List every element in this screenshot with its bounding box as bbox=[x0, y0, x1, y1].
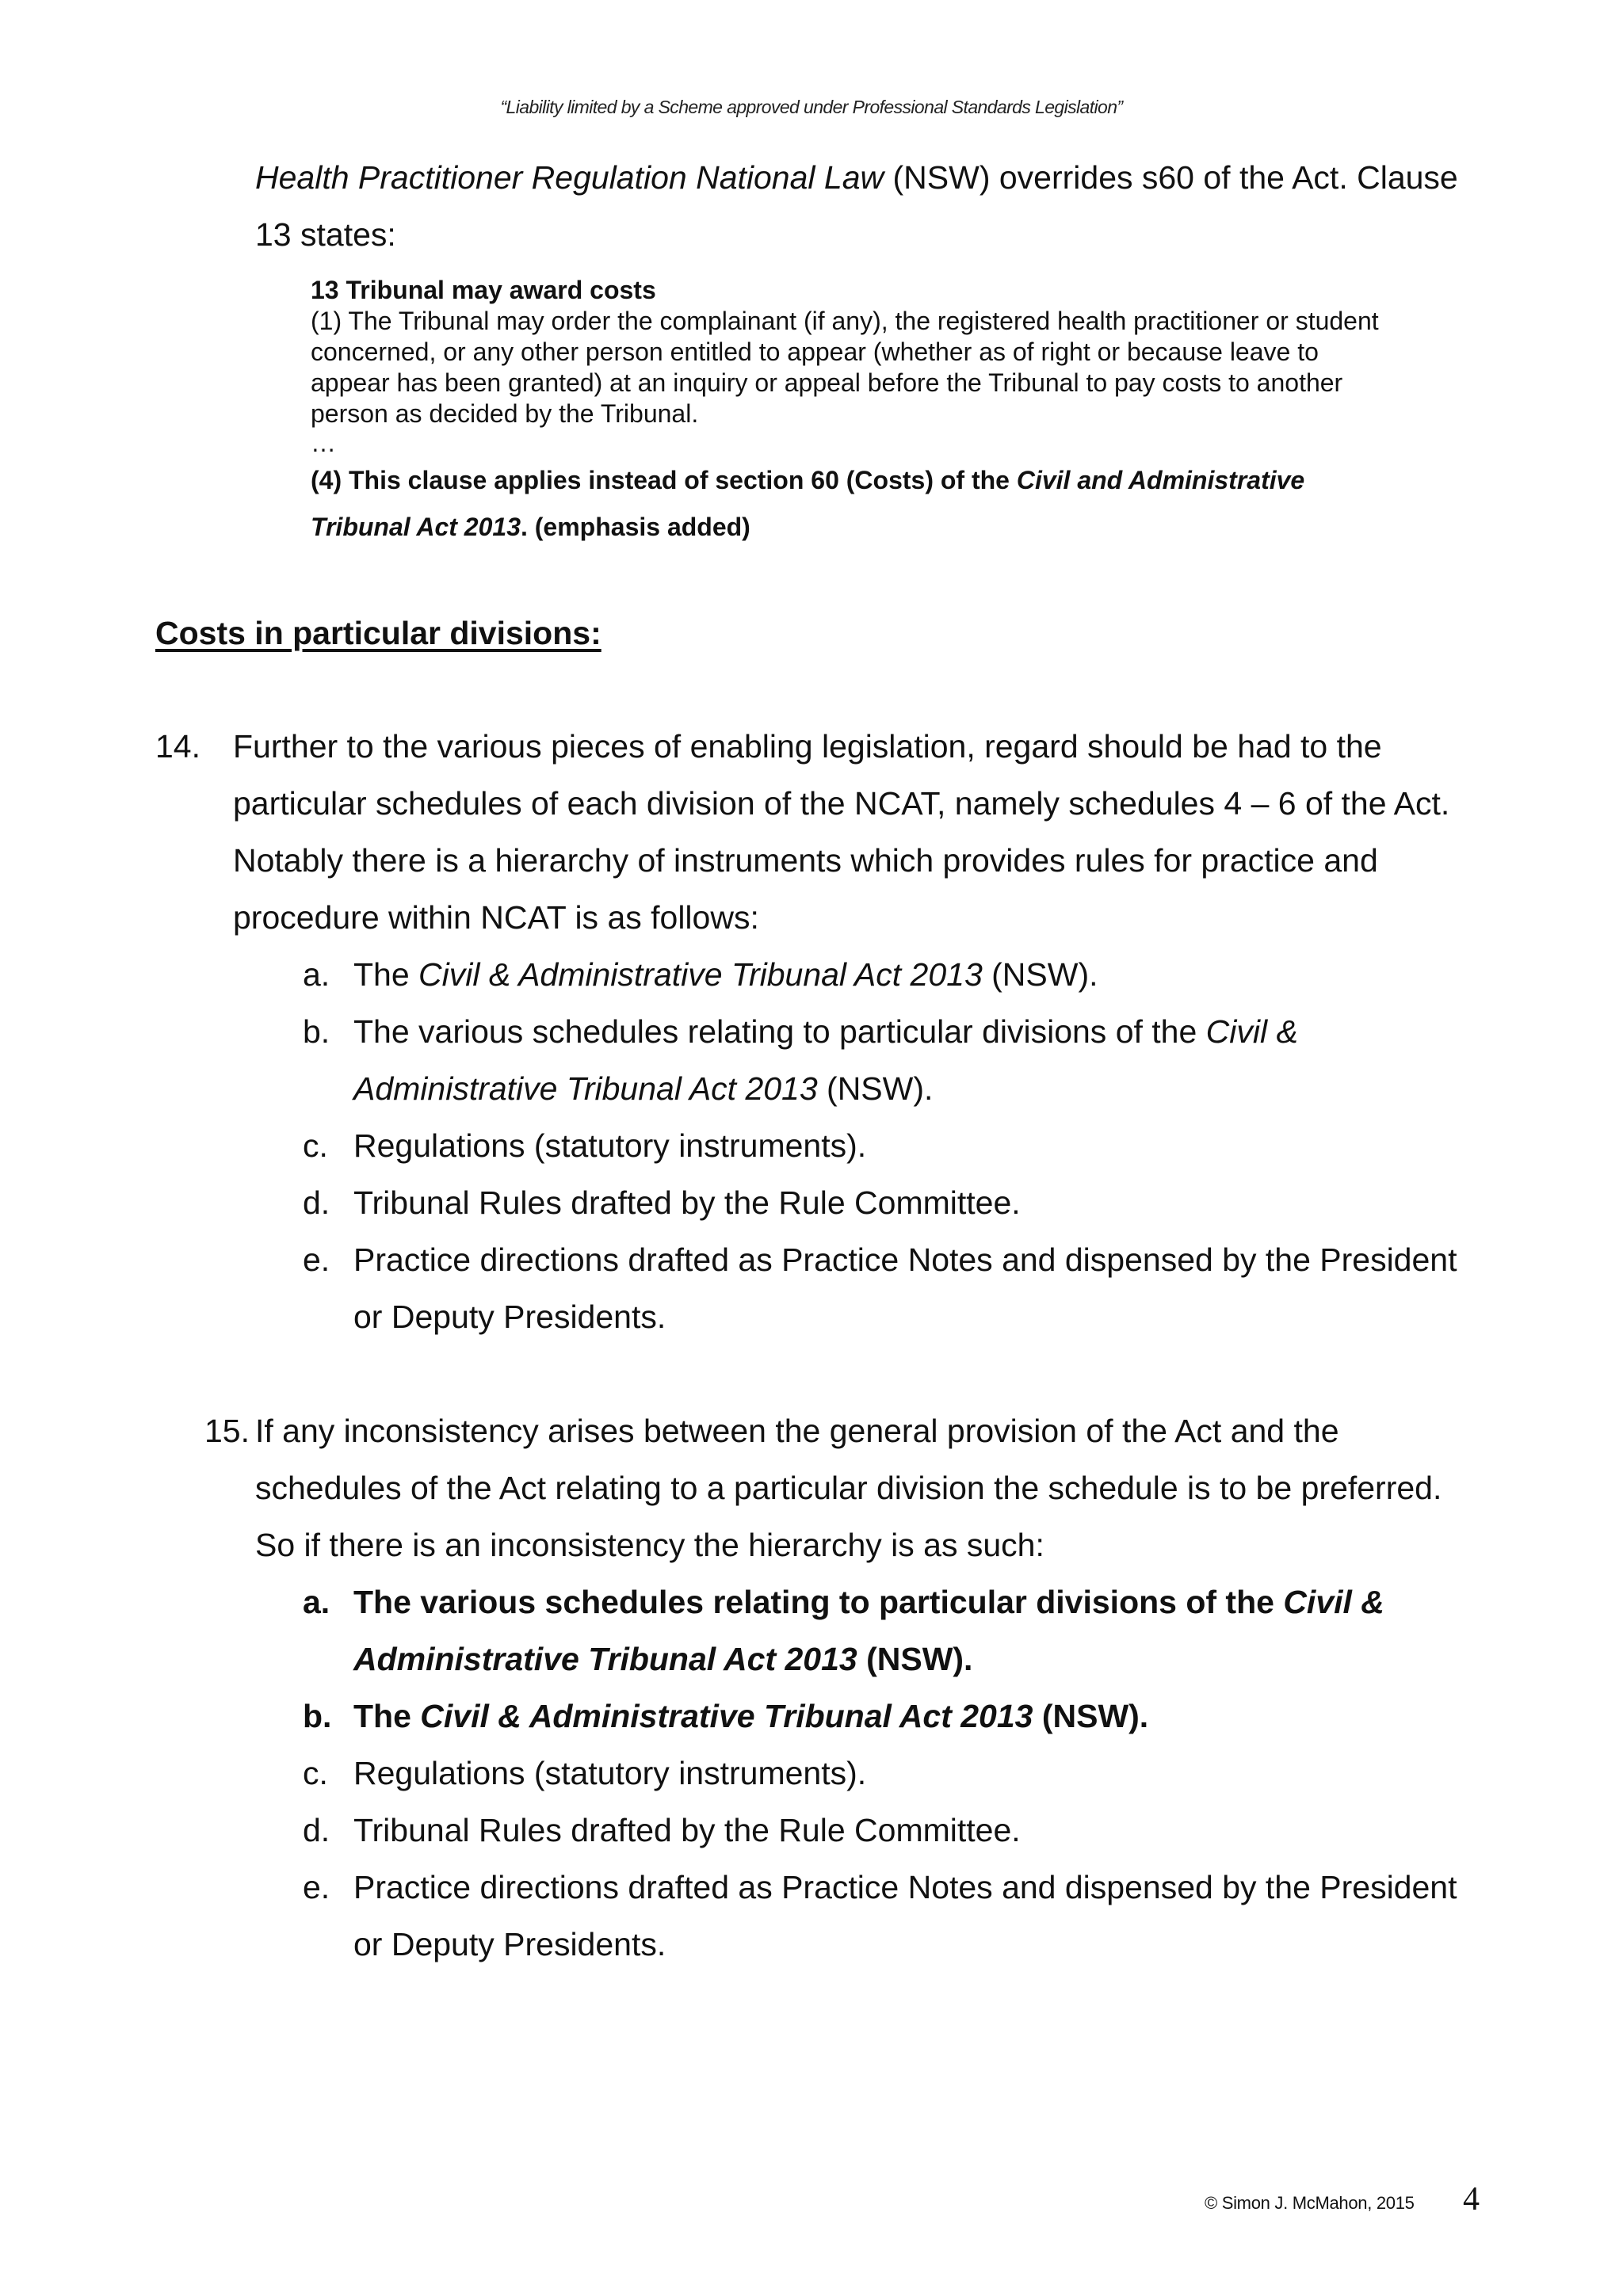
act-name: Civil & bbox=[1205, 1013, 1298, 1050]
law-name: Health Practitioner Regulation National Law bbox=[255, 159, 884, 196]
clause4-act-2: Tribunal Act 2013 bbox=[311, 513, 521, 541]
quote-clause-4-line-1 bbox=[311, 465, 1304, 495]
intro-line-1-rest: (NSW) overrides s60 of the Act. Clause bbox=[884, 159, 1458, 196]
quote-line-2: concerned, or any other person entitled to appear (whether as of right or because leave to bbox=[311, 338, 1319, 366]
para-14-item-b-line-1 bbox=[353, 1013, 1298, 1051]
para-14-number: 14. bbox=[155, 728, 200, 765]
para-15-item-e-letter: e. bbox=[303, 1869, 330, 1905]
section-heading: Costs in particular divisions: bbox=[155, 615, 601, 651]
quote-line-3: appear has been granted) at an inquiry or appeal before the Tribunal to pay costs to another bbox=[311, 368, 1343, 397]
para-15-line-2: schedules of the Act relating to a particular division the schedule is to be preferred. bbox=[255, 1470, 1442, 1506]
para-15-item-e-line-1: Practice directions drafted as Practice Notes and dispensed by the President bbox=[353, 1869, 1457, 1905]
act-name: Civil & bbox=[1283, 1584, 1384, 1620]
item-text: The various schedules relating to particular divisions of the bbox=[353, 1013, 1206, 1050]
para-14-line-2: particular schedules of each division of the NCAT, namely schedules 4 – 6 of the Act. bbox=[233, 785, 1450, 822]
item-suffix: (NSW). bbox=[1033, 1698, 1149, 1734]
clause4-act-1: Civil and Administrative bbox=[1016, 466, 1305, 494]
clause4-post: . (emphasis added) bbox=[520, 513, 750, 541]
para-15-item-c: Regulations (statutory instruments). bbox=[353, 1755, 867, 1791]
intro-line-1 bbox=[255, 158, 1458, 196]
page-number: 4 bbox=[1463, 2181, 1480, 2218]
para-15-item-e-line-2: or Deputy Presidents. bbox=[353, 1926, 666, 1962]
quote-title: 13 Tribunal may award costs bbox=[311, 276, 656, 304]
clause4-pre: (4) This clause applies instead of section 60 (Costs) of the bbox=[311, 466, 1017, 494]
quote-line-1: (1) The Tribunal may order the complainant (if any), the registered health practitioner or student bbox=[311, 307, 1379, 335]
item-suffix: (NSW). bbox=[857, 1641, 973, 1677]
act-name: Civil & Administrative Tribunal Act 2013 bbox=[420, 1698, 1033, 1734]
act-name: Civil & Administrative Tribunal Act 2013 bbox=[418, 956, 983, 993]
quote-line-4: person as decided by the Tribunal. bbox=[311, 399, 699, 428]
para-15-line-3: So if there is an inconsistency the hierarchy is as such: bbox=[255, 1527, 1044, 1563]
intro-line-2: 13 states: bbox=[255, 216, 396, 253]
para-14-item-e-line-1: Practice directions drafted as Practice Notes and dispensed by the President bbox=[353, 1241, 1457, 1278]
para-14-item-b-line-2 bbox=[353, 1070, 933, 1108]
header-disclaimer: “Liability limited by a Scheme approved under Professional Standards Legislation” bbox=[500, 97, 1123, 117]
para-15-item-b-letter: b. bbox=[303, 1698, 332, 1734]
para-15-item-c-letter: c. bbox=[303, 1755, 328, 1791]
item-suffix: (NSW). bbox=[817, 1070, 934, 1107]
para-14-line-3: Notably there is a hierarchy of instruments which provides rules for practice and bbox=[233, 842, 1378, 879]
para-14-item-d: Tribunal Rules drafted by the Rule Committee. bbox=[353, 1184, 1021, 1221]
item-text: The bbox=[353, 956, 419, 993]
para-14-item-a-letter: a. bbox=[303, 956, 330, 993]
para-15-number: 15. bbox=[204, 1413, 250, 1449]
para-15-item-d-letter: d. bbox=[303, 1812, 330, 1848]
para-14-item-e-letter: e. bbox=[303, 1241, 330, 1278]
quote-clause-4-line-2 bbox=[311, 512, 750, 542]
para-15-item-a-line-2 bbox=[353, 1640, 972, 1678]
para-14-item-e-line-2: or Deputy Presidents. bbox=[353, 1299, 666, 1335]
para-15-item-a-line-1 bbox=[353, 1583, 1384, 1621]
para-15-line-1: If any inconsistency arises between the general provision of the Act and the bbox=[255, 1413, 1339, 1449]
para-15-item-a-letter: a. bbox=[303, 1584, 330, 1620]
para-14-line-4: procedure within NCAT is as follows: bbox=[233, 899, 759, 936]
footer-copyright: © Simon J. McMahon, 2015 bbox=[1205, 2193, 1415, 2213]
item-text: The bbox=[353, 1698, 421, 1734]
para-14-line-1: Further to the various pieces of enabling legislation, regard should be had to the bbox=[233, 728, 1382, 765]
para-14-item-d-letter: d. bbox=[303, 1184, 330, 1221]
item-suffix: (NSW). bbox=[982, 956, 1098, 993]
para-15-item-d: Tribunal Rules drafted by the Rule Committee. bbox=[353, 1812, 1021, 1848]
para-15-item-b bbox=[353, 1697, 1148, 1735]
para-14-item-c: Regulations (statutory instruments). bbox=[353, 1127, 867, 1164]
quote-ellipsis: … bbox=[311, 429, 336, 457]
para-14-item-b-letter: b. bbox=[303, 1013, 330, 1050]
item-text: The various schedules relating to particular divisions of the bbox=[353, 1584, 1284, 1620]
act-name: Administrative Tribunal Act 2013 bbox=[353, 1641, 857, 1677]
act-name: Administrative Tribunal Act 2013 bbox=[353, 1070, 818, 1107]
para-14-item-a bbox=[353, 955, 1098, 994]
para-14-item-c-letter: c. bbox=[303, 1127, 328, 1164]
